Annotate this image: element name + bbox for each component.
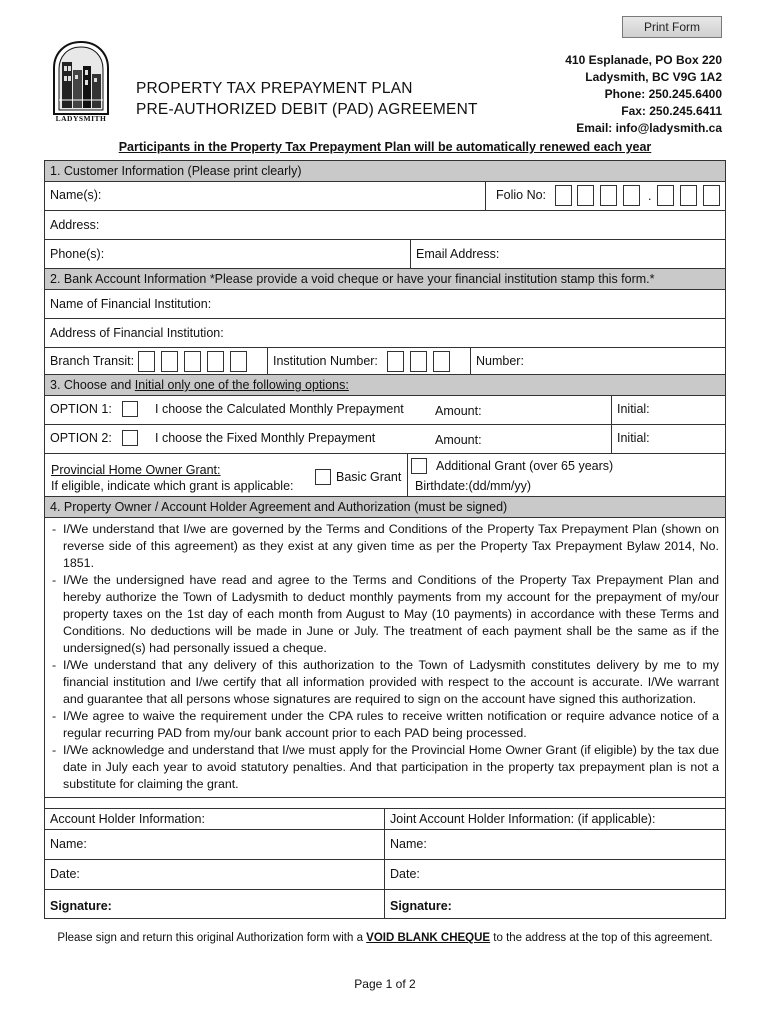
section1-header: 1. Customer Information (Please print clearly) (45, 161, 725, 182)
institution-label: Institution Number: (273, 354, 378, 368)
option2-checkbox[interactable] (122, 430, 138, 446)
transit-box[interactable] (138, 351, 155, 372)
term-item: - I/We acknowledge and understand that I/we must apply for the Provincial Home Owner Grant (if eligible) by the tax due date in July each year to avoid statutory penalties. And that participation in the property tax prepayment plan is not a substitute for claiming the grant. (51, 742, 719, 793)
address-label: Address: (50, 218, 100, 232)
option2-initial-label: Initial: (617, 431, 650, 445)
section2-header: 2. Bank Account Information *Please provide a void cheque or have your financial institution stamp this form.* (45, 269, 725, 290)
pad-form (44, 160, 726, 919)
term-item: - I/We agree to waive the requirement under the CPA rules to receive written notification or require advance notice of a regular recurring PAD from my/our bank account prior to each PAD being processed. (51, 708, 719, 742)
holder-signature-label[interactable]: Signature: (50, 899, 112, 913)
additional-grant-cell (407, 454, 408, 496)
folio-box[interactable] (577, 185, 594, 206)
fi-address-row[interactable] (45, 319, 725, 348)
option1-initial-cell[interactable] (611, 396, 650, 424)
joint-date-cell[interactable] (384, 860, 420, 889)
address-line2: Ladysmith, BC V9G 1A2 (585, 70, 722, 84)
account-number-label: Number: (476, 354, 524, 368)
grant-title: Provincial Home Owner Grant: (51, 463, 221, 477)
date-row (45, 860, 725, 890)
return-prefix: Please sign and return this original Authorization form with a (57, 932, 367, 944)
return-suffix: to the address at the top of this agreement. (490, 932, 713, 944)
account-number-cell[interactable] (470, 348, 524, 374)
phones-label: Phone(s): (50, 247, 105, 261)
terms-list (45, 518, 725, 798)
branch-transit-label: Branch Transit: (50, 354, 135, 368)
transit-box[interactable] (161, 351, 178, 372)
address-line1: 410 Esplanade, PO Box 220 (565, 53, 722, 67)
bank-numbers-row (45, 348, 725, 375)
birthdate-label: Birthdate:(dd/mm/yy) (415, 479, 532, 493)
phone-email-row (45, 240, 725, 269)
section4-header: 4. Property Owner / Account Holder Agreement and Authorization (must be signed) (45, 497, 725, 518)
joint-name-label: Name: (390, 837, 427, 851)
form-subtitle: PRE-AUTHORIZED DEBIT (PAD) AGREEMENT (136, 101, 478, 118)
section3-header-prefix: 3. Choose and (50, 378, 135, 392)
fi-address-label: Address of Financial Institution: (50, 326, 224, 340)
folio-box[interactable] (657, 185, 674, 206)
transit-box[interactable] (230, 351, 247, 372)
form-title: PROPERTY TAX PREPAYMENT PLAN (136, 80, 413, 97)
email-cell[interactable] (410, 240, 500, 268)
email-label: Email Address: (416, 247, 500, 261)
joint-holder-label: Joint Account Holder Information: (if applicable): (390, 812, 656, 826)
fi-name-row[interactable] (45, 290, 725, 319)
joint-date-label: Date: (390, 867, 420, 881)
ladysmith-logo (50, 40, 112, 124)
holder-date-label[interactable]: Date: (50, 867, 80, 881)
names-row (45, 182, 725, 211)
grant-instructions: If eligible, indicate which grant is applicable: (51, 479, 294, 493)
section3-header-underlined: Initial only one of the following options: (134, 378, 349, 392)
institution-cell (267, 348, 378, 374)
option1-amount-label: Amount: (435, 404, 482, 418)
option1-text: I choose the Calculated Monthly Prepayment (155, 402, 404, 416)
address-fax: Fax: 250.245.6411 (621, 104, 722, 118)
option1-initial-label: Initial: (617, 402, 650, 416)
option2-row (45, 425, 725, 454)
return-instructions (0, 932, 770, 944)
institution-box[interactable] (433, 351, 450, 372)
institution-box[interactable] (387, 351, 404, 372)
joint-signature-cell[interactable] (384, 890, 452, 918)
joint-header-cell (384, 809, 656, 829)
print-form-button[interactable]: Print Form (622, 16, 722, 38)
folio-dot: . (648, 189, 652, 203)
option2-amount-label: Amount: (435, 433, 482, 447)
option2-text: I choose the Fixed Monthly Prepayment (155, 431, 376, 445)
folio-label: Folio No: (496, 188, 547, 202)
term-item: - I/We understand that I/we are governed by the Terms and Conditions of the Property Tax Prepayment Plan (shown on reverse side of this agreement) as they exist at any given time as per the Property Tax Prepayment Bylaw 2014, No. 1851. (51, 521, 719, 572)
option1-checkbox[interactable] (122, 401, 138, 417)
address-phone: Phone: 250.245.6400 (604, 87, 722, 101)
void-cheque-text: VOID BLANK CHEQUE (366, 932, 491, 944)
term-item: - I/We understand that any delivery of this authorization to the Town of Ladysmith constitutes delivery by me to my financial institution and I/we certify that all information provided with respect to the account is accurate. I/We warrant and guarantee that all persons whose signatures are required to sign on the account have signed this authorization. (51, 657, 719, 708)
option2-label: OPTION 2: (50, 431, 112, 445)
holder-name-label[interactable]: Name: (50, 837, 87, 851)
page-number: Page 1 of 2 (354, 977, 416, 991)
option1-row (45, 396, 725, 425)
name-row (45, 830, 725, 860)
transit-box[interactable] (184, 351, 201, 372)
option1-label: OPTION 1: (50, 402, 112, 416)
section3-header (45, 375, 725, 396)
signature-row (45, 890, 725, 918)
transit-box[interactable] (207, 351, 224, 372)
joint-name-cell[interactable] (384, 830, 427, 859)
additional-grant-label: Additional Grant (over 65 years) (436, 459, 614, 473)
renewal-notice: Participants in the Property Tax Prepayment Plan will be automatically renewed each year (118, 140, 652, 154)
address-email: Email: info@ladysmith.ca (576, 121, 722, 135)
joint-signature-label: Signature: (390, 899, 452, 913)
address-row[interactable] (45, 211, 725, 240)
option2-initial-cell[interactable] (611, 425, 650, 453)
folio-box[interactable] (600, 185, 617, 206)
logo-caption: LADYSMITH (55, 114, 107, 123)
folio-box[interactable] (703, 185, 720, 206)
folio-box[interactable] (680, 185, 697, 206)
institution-box[interactable] (410, 351, 427, 372)
basic-grant-checkbox[interactable] (315, 469, 331, 485)
basic-grant-label: Basic Grant (336, 470, 402, 484)
holder-header-row (45, 808, 725, 830)
additional-grant-checkbox[interactable] (411, 458, 427, 474)
fi-name-label: Name of Financial Institution: (50, 297, 212, 311)
grant-row (45, 454, 725, 497)
municipal-address (565, 52, 722, 137)
names-label: Name(s): (50, 188, 102, 202)
holder-label: Account Holder Information: (50, 812, 205, 826)
folio-box[interactable] (623, 185, 640, 206)
folio-box[interactable] (555, 185, 572, 206)
term-item: - I/We the undersigned have read and agree to the Terms and Conditions of the Property Tax Prepayment Plan and hereby authorize the Town of Ladysmith to deduct monthly payments from my account for the prepayment of my/our property taxes on the 1st day of each month from August to May (10 payments) in accordance with these Terms and Conditions. No deductions will be made in June or July. The treatment of each payment shall be the same as if the undersigned(s) had personally issued a cheque. (51, 572, 719, 657)
